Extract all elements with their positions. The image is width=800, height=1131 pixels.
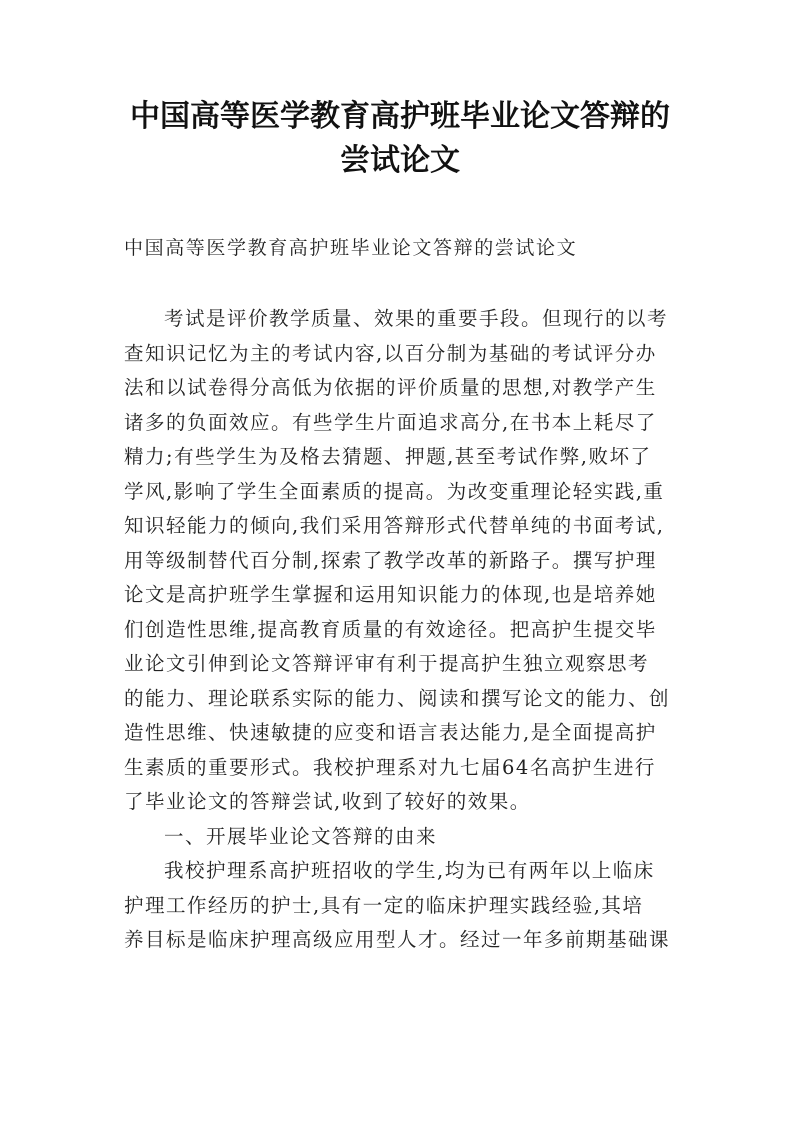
- text-line: 养目标是临床护理高级应用型人才。经过一年多前期基础课: [124, 928, 671, 951]
- text-line: 的能力、理论联系实际的能力、阅读和撰写论文的能力、创: [124, 686, 671, 710]
- paragraph-1: [124, 302, 684, 820]
- text-line: 考试是评价教学质量、效果的重要手段。但现行的以考: [164, 307, 669, 330]
- text-line: 用等级制替代百分制,探索了教学改革的新路子。撰写护理: [124, 548, 657, 572]
- title-line-1: 中国高等医学教育高护班毕业论文答辩的: [130, 99, 670, 134]
- text-line: 们创造性思维,提高教育质量的有效途径。把高护生提交毕: [124, 617, 657, 641]
- text-line: 学风,影响了学生全面素质的提高。为改变重理论轻实践,重: [124, 479, 665, 503]
- paragraph-2: [124, 854, 684, 958]
- text-line: 护理工作经历的护士,具有一定的临床护理实践经验,其培: [124, 893, 644, 917]
- text-line: 法和以试卷得分高低为依据的评价质量的思想,对教学产生: [124, 376, 657, 399]
- text-line: 业论文引伸到论文答辩评审有利于提高护生独立观察思考: [124, 652, 650, 675]
- text-line: 了毕业论文的答辩尝试,收到了较好的效果。: [124, 790, 531, 813]
- text-line: 生素质的重要形式。我校护理系对九七届64名高护生进行: [124, 755, 656, 779]
- section-heading: 一、开展毕业论文答辩的由来: [164, 824, 438, 848]
- document-subtitle: 中国高等医学教育高护班毕业论文答辩的尝试论文: [124, 237, 578, 259]
- document-body: [124, 302, 684, 958]
- document-title: [100, 95, 700, 183]
- text-line: 我校护理系高护班招收的学生,均为已有两年以上临床: [164, 859, 655, 882]
- text-line: 查知识记忆为主的考试内容,以百分制为基础的考试评分办: [124, 341, 657, 365]
- text-line: 造性思维、快速敏捷的应变和语言表达能力,是全面提高护: [124, 721, 657, 744]
- title-line-2: 尝试论文: [340, 143, 460, 178]
- text-line: 诸多的负面效应。有些学生片面追求高分,在书本上耗尽了: [124, 410, 657, 434]
- text-line: 论文是高护班学生掌握和运用知识能力的体现,也是培养她: [124, 583, 657, 606]
- text-line: 精力;有些学生为及格去猜题、押题,甚至考试作弊,败坏了: [124, 445, 652, 468]
- text-line: 知识轻能力的倾向,我们采用答辩形式代替单纯的书面考试,: [124, 514, 665, 537]
